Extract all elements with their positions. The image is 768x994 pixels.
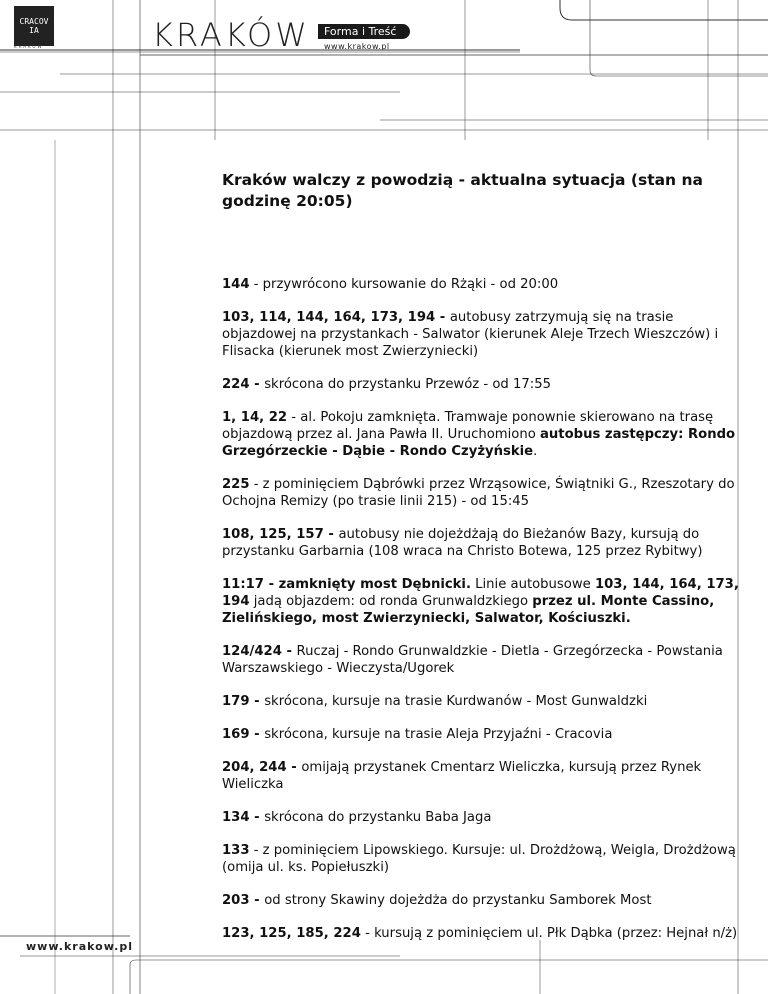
entry-text: jadą objazdem: od ronda Grunwaldzkiego bbox=[249, 594, 533, 609]
entry-bold-text: 11:17 - zamknięty most Dębnicki. bbox=[222, 577, 471, 592]
entry-bold-text: 169 - bbox=[222, 727, 265, 742]
transit-update-item bbox=[222, 726, 747, 743]
entry-text: skrócona, kursuje na trasie Kurdwanów - Most Gunwaldzki bbox=[264, 694, 648, 709]
brand-tagline: Forma i Treść bbox=[318, 24, 410, 39]
transit-update-item bbox=[222, 925, 747, 942]
entry-bold-text: 203 - bbox=[222, 893, 265, 908]
entry-text: - przywrócono kursowanie do Rżąki - od 20:00 bbox=[249, 277, 559, 292]
entry-bold-text: 204, 244 - bbox=[222, 760, 302, 775]
entry-bold-text: 134 - bbox=[222, 810, 265, 825]
entry-text: - al. Pokoju zamknięta. Tramwaje ponownie skierowano na trasę objazdową przez al. Jana Pawła II. Uruchomiono bbox=[222, 410, 714, 442]
entry-text: Linie autobusowe bbox=[470, 577, 595, 592]
transit-update-item bbox=[222, 409, 747, 460]
page-title: Kraków walczy z powodzią - aktualna sytuacja (stan na godzinę 20:05) bbox=[222, 171, 703, 210]
transit-update-item bbox=[222, 809, 747, 826]
transit-update-item bbox=[222, 892, 747, 909]
entry-bold-text: 1, 14, 22 bbox=[222, 410, 288, 425]
transit-update-item bbox=[222, 693, 747, 710]
entry-text: skrócona do przystanku Przewóz - od 17:55 bbox=[264, 377, 551, 392]
entry-bold-text: 123, 125, 185, 224 bbox=[222, 926, 361, 941]
transit-update-item bbox=[222, 643, 747, 677]
entry-text: - z pominięciem Lipowskiego. Kursuje: ul. Drożdżową, Weigla, Drożdżową (omija ul. ks. Popiełuszki) bbox=[222, 843, 736, 875]
entry-text: - z pominięciem Dąbrówki przez Wrząsowice, Świątniki G., Rzeszotary do Ochojna Remizy (po trasie linii 215) - od 15:45 bbox=[222, 477, 735, 509]
logo-text: CRACOVIA bbox=[19, 17, 49, 35]
entry-text: autobusy zatrzymują się na trasie objazdowej na przystankach - Salwator (kierunek Aleje Trzech Wieszczów) i Flisacka (kierunek most Zwierzyniecki) bbox=[222, 310, 719, 359]
entry-text: skrócona, kursuje na trasie Aleja Przyjaźni - Cracovia bbox=[264, 727, 613, 742]
entry-bold-text: 108, 125, 157 - bbox=[222, 527, 339, 542]
entry-text: . bbox=[533, 444, 538, 459]
entry-bold-text: 144 bbox=[222, 277, 250, 292]
entry-bold-text: 124/424 - bbox=[222, 644, 297, 659]
transit-update-item bbox=[222, 526, 747, 560]
entry-bold-text: 179 - bbox=[222, 694, 265, 709]
footer-url-link[interactable]: www.krakow.pl bbox=[26, 940, 133, 953]
entry-bold-text: 133 bbox=[222, 843, 250, 858]
entry-bold-text: 225 bbox=[222, 477, 250, 492]
entry-text: omijają przystanek Cmentarz Wieliczka, kursują przez Rynek Wieliczka bbox=[222, 760, 702, 792]
transit-update-item bbox=[222, 759, 747, 793]
transit-update-item bbox=[222, 376, 747, 393]
entry-bold-text: autobus zastępczy: Rondo Grzegórzeckie - Dąbie - Rondo Czyżyńskie bbox=[222, 427, 736, 459]
entry-text: Ruczaj - Rondo Grunwaldzkie - Dietla - Grzegórzecka - Powstania Warszawskiego - Wieczysta/Ugorek bbox=[222, 644, 723, 676]
logo-subtext: KRAKÓW bbox=[14, 44, 44, 49]
transit-update-item bbox=[222, 476, 747, 510]
brand-url-link[interactable]: www.krakow.pl bbox=[324, 42, 390, 51]
entry-bold-text: 103, 144, 164, 173, 194 bbox=[222, 577, 739, 609]
entry-bold-text: 224 - bbox=[222, 377, 265, 392]
entry-text: - kursują z pominięciem ul. Płk Dąbka (przez: Hejnał n/ż) bbox=[360, 926, 738, 941]
transit-update-item bbox=[222, 576, 747, 627]
entry-bold-text: przez ul. Monte Cassino, Zielińskiego, most Zwierzyniecki, Salwator, Kościuszki. bbox=[222, 594, 715, 626]
entry-text: autobusy nie dojeżdżają do Bieżanów Bazy, kursują do przystanku Garbarnia (108 wraca na Christo Botewa, 125 przez Rybitwy) bbox=[222, 527, 703, 559]
article-content bbox=[222, 170, 752, 958]
cracovia-logo bbox=[14, 6, 54, 46]
transit-update-item bbox=[222, 842, 747, 876]
brand-name: KRAKÓW bbox=[152, 16, 310, 54]
transit-update-item bbox=[222, 309, 747, 360]
entry-text: od strony Skawiny dojeżdża do przystanku Samborek Most bbox=[264, 893, 652, 908]
entry-text: skrócona do przystanku Baba Jaga bbox=[264, 810, 492, 825]
entry-bold-text: 103, 114, 144, 164, 173, 194 - bbox=[222, 310, 450, 325]
transit-update-item bbox=[222, 276, 747, 293]
transit-updates-list bbox=[222, 276, 752, 942]
